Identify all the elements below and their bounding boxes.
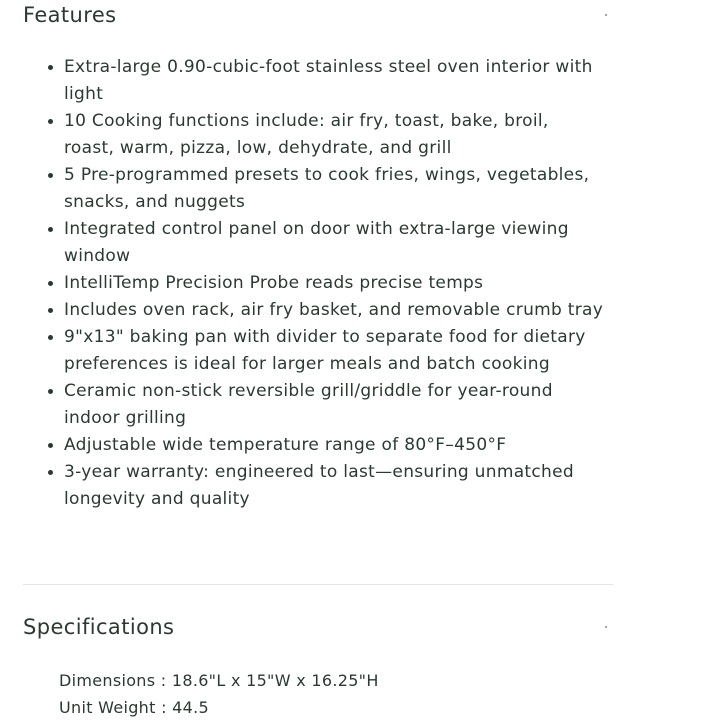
list-item: • 9"x13" baking pan with divider to separate food for dietary preferences is ideal for larger meals and batch cooking	[64, 324, 620, 378]
spec-value: 18.6"L x 15"W x 16.25"H	[171, 671, 379, 690]
spec-value: 44.5	[172, 698, 209, 717]
list-item: • Adjustable wide temperature range of 80°F–450°F	[64, 432, 620, 459]
spec-label: Unit Weight	[59, 698, 156, 717]
spec-label: Dimensions	[59, 671, 156, 690]
expand-toggle-icon[interactable]	[605, 14, 607, 16]
features-title: Features	[23, 3, 117, 27]
expand-toggle-icon[interactable]	[605, 626, 607, 628]
list-item: • 5 Pre-programmed presets to cook fries, wings, vegetables, snacks, and nuggets	[64, 162, 620, 216]
specifications-list	[59, 667, 379, 721]
spec-row-dimensions: Dimensions : 18.6"L x 15"W x 16.25"H	[59, 671, 379, 690]
section-divider	[23, 584, 613, 585]
features-section-header[interactable]	[23, 0, 613, 30]
list-item: • IntelliTemp Precision Probe reads precise temps	[64, 270, 620, 297]
features-list	[0, 54, 620, 513]
list-item: • Ceramic non-stick reversible grill/griddle for year-round indoor grilling	[64, 378, 620, 432]
list-item: • Extra-large 0.90-cubic-foot stainless steel oven interior with light	[64, 54, 620, 108]
list-item: • Integrated control panel on door with extra-large viewing window	[64, 216, 620, 270]
specifications-section-header[interactable]	[23, 612, 613, 642]
spec-row-unit-weight: Unit Weight : 44.5	[59, 698, 209, 717]
list-item: • 3-year warranty: engineered to last—ensuring unmatched longevity and quality	[64, 459, 620, 513]
list-item: • Includes oven rack, air fry basket, and removable crumb tray	[64, 297, 620, 324]
list-item: • 10 Cooking functions include: air fry, toast, bake, broil, roast, warm, pizza, low, dehydrate, and grill	[64, 108, 620, 162]
specifications-title: Specifications	[23, 615, 175, 639]
